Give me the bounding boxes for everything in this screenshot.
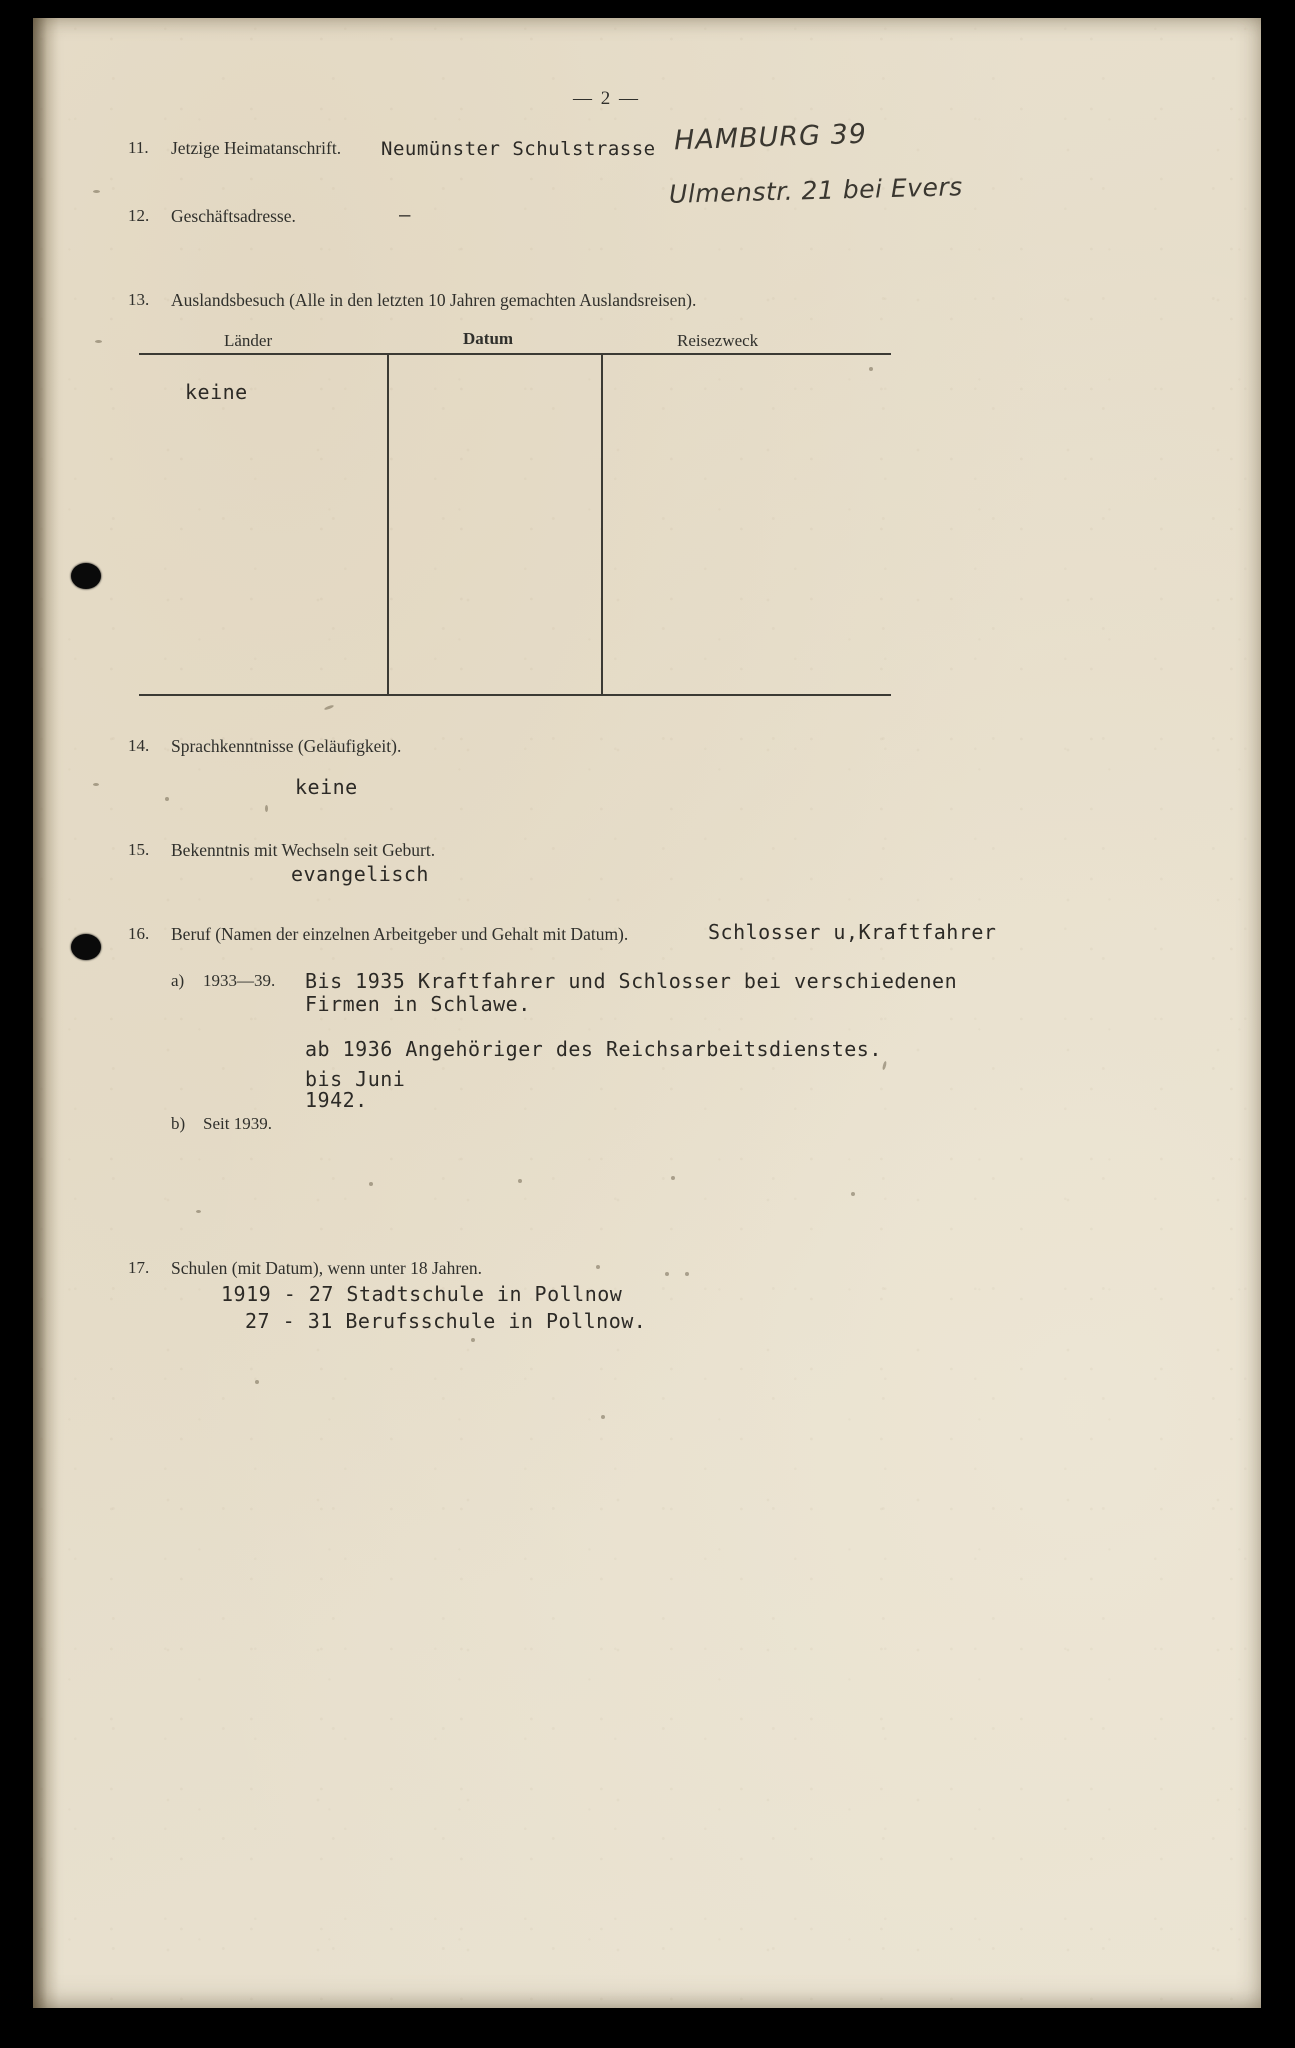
field-12-typed-value: — [399, 204, 413, 226]
punch-hole-lower [71, 934, 101, 960]
field-15-label: Bekenntnis mit Wechseln seit Geburt. [171, 840, 436, 860]
field-15-typed-value: evangelisch [291, 862, 429, 886]
paper-speck [882, 1061, 887, 1070]
paper-speck [165, 797, 169, 801]
punch-hole-upper [71, 563, 101, 589]
travel-table-header-reisezweck: Reisezweck [677, 331, 759, 350]
travel-table-divider-2 [601, 355, 603, 695]
paper-speck [255, 1380, 259, 1384]
field-16a-label: a) [171, 971, 185, 990]
travel-table-divider-1 [387, 355, 389, 695]
paper-speck [265, 805, 268, 812]
travel-table-header-datum: Datum [463, 329, 514, 348]
paper-speck [518, 1179, 522, 1183]
field-12-number: 12. [128, 206, 150, 225]
field-14-number: 14. [128, 736, 150, 755]
field-11-number: 11. [128, 138, 149, 157]
field-17-line2: 27 - 31 Berufsschule in Pollnow. [245, 1309, 647, 1333]
field-13-number: 13. [128, 290, 150, 309]
field-16a-line4: bis Juni [305, 1067, 406, 1091]
travel-table-top-border [139, 353, 891, 355]
paper-speck [671, 1176, 675, 1180]
field-14-typed-value: keine [295, 775, 358, 799]
field-16-label: Beruf (Namen der einzelnen Arbeitgeber und Gehalt mit Datum). [171, 924, 629, 944]
field-11-handwritten-city: HAMBURG 39 [673, 118, 868, 157]
travel-table-bottom-border [139, 694, 891, 696]
field-14-label: Sprachkenntnisse (Geläufigkeit). [171, 736, 402, 756]
paper-speck [95, 340, 102, 343]
paper-speck [369, 1182, 373, 1186]
field-11-label: Jetzige Heimatanschrift. [171, 138, 342, 158]
field-11-typed-value: Neumünster Schulstrasse [381, 138, 656, 160]
paper-speck [596, 1265, 600, 1269]
travel-table-cell-laender: keine [185, 380, 248, 404]
paper-speck [869, 367, 873, 371]
field-12-label: Geschäftsadresse. [171, 206, 296, 226]
paper-speck [471, 1338, 475, 1342]
field-16b-period: Seit 1939. [203, 1114, 272, 1133]
field-16b-label: b) [171, 1114, 186, 1133]
field-16-typed-value: Schlosser u,Kraftfahrer [708, 920, 997, 944]
field-11-handwritten-street: Ulmenstr. 21 bei Evers [668, 172, 964, 209]
paper-speck [196, 1210, 201, 1213]
paper-speck [93, 783, 99, 786]
paper-speck [93, 190, 100, 193]
field-16a-line2: Firmen in Schlawe. [305, 992, 531, 1016]
page-edge-shadow [33, 18, 59, 2008]
paper-speck [685, 1272, 689, 1276]
field-17-number: 17. [128, 1258, 150, 1277]
field-17-line1: 1919 - 27 Stadtschule in Pollnow [221, 1282, 623, 1306]
paper-speck [324, 704, 334, 710]
paper-speck [851, 1192, 855, 1196]
field-17-label: Schulen (mit Datum), wenn unter 18 Jahren. [171, 1258, 483, 1278]
document-page [33, 18, 1261, 2008]
field-15-number: 15. [128, 840, 150, 859]
field-13-label: Auslandsbesuch (Alle in den letzten 10 Jahren gemachten Auslandsreisen). [171, 290, 697, 310]
travel-table-header-laender: Länder [224, 331, 273, 350]
paper-speck [665, 1272, 669, 1276]
paper-speck [601, 1415, 605, 1419]
page-number: — 2 — [573, 88, 640, 109]
field-16-number: 16. [128, 924, 150, 943]
field-16a-line5: 1942. [305, 1088, 368, 1112]
field-16a-line1: Bis 1935 Kraftfahrer und Schlosser bei verschiedenen [305, 969, 958, 993]
field-16a-period: 1933—39. [203, 971, 276, 990]
paper-grain [33, 18, 1261, 2008]
field-16a-line3: ab 1936 Angehöriger des Reichsarbeitsdienstes. [305, 1037, 882, 1061]
